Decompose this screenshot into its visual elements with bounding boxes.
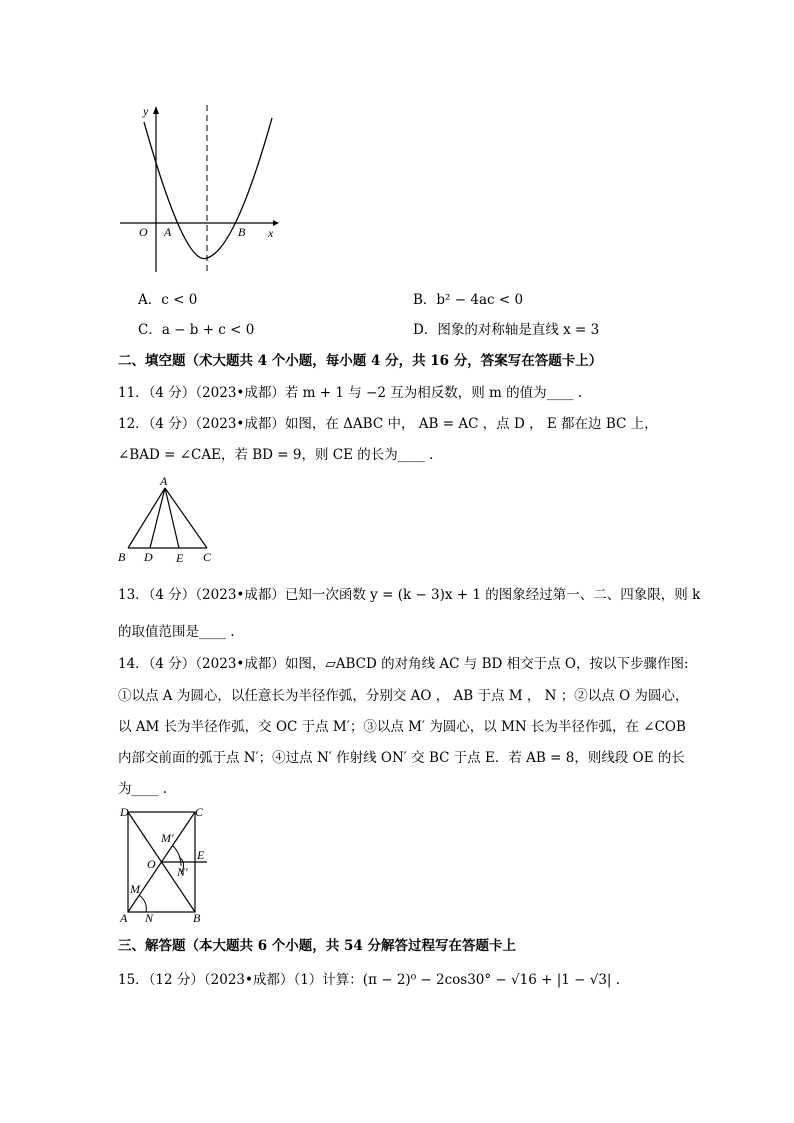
label-m: M (130, 882, 140, 896)
section3-heading: 三、解答题（本大题共 6 个小题，共 54 分解答过程写在答题卡上 (118, 938, 516, 954)
option-b: B．b² − 4ac < 0 (413, 292, 524, 308)
triangle-figure (115, 474, 225, 568)
side-ab (128, 488, 165, 548)
label-n-prime: N′ (177, 865, 188, 879)
label-a: A (120, 911, 128, 925)
label-b: B (118, 550, 126, 564)
label-a: A (164, 225, 172, 239)
label-a: A (160, 474, 168, 488)
x-axis-arrow (273, 220, 279, 226)
q14-line1: 14．（4 分）（2023•成都）如图，▱ABCD 的对角线 AC 与 BD 相交于点 O，按以下步骤作图: (118, 656, 689, 672)
q14-line5: 为____ . (118, 781, 168, 797)
label-m-prime: M′ (161, 831, 174, 845)
q11-text: 11．（4 分）（2023•成都）若 m + 1 与 −2 互为相反数，则 m 的值为____ . (118, 385, 583, 401)
q12-line2: ∠BAD = ∠CAE，若 BD = 9，则 CE 的长为____ . (118, 447, 434, 463)
label-o: O (139, 225, 148, 239)
arc-at-o (173, 846, 181, 866)
label-o: O (147, 857, 156, 871)
label-y: y (143, 104, 149, 118)
option-c: C．a − b + c < 0 (138, 322, 255, 338)
y-axis-arrow (153, 106, 159, 114)
option-d: D．图象的对称轴是直线 x = 3 (413, 322, 600, 338)
q15-text: 15．（12 分）（2023•成都）（1）计算：(π − 2)⁰ − 2cos30° − √16 + |1 − √3| . (118, 972, 621, 988)
label-d: D (120, 805, 129, 819)
label-c: C (195, 805, 204, 819)
q13-line1: 13．（4 分）（2023•成都）已知一次函数 y = (k − 3)x + 1 的图象经过第一、二、四象限，则 k (118, 587, 701, 603)
label-e: E (176, 551, 184, 565)
label-x: x (268, 226, 274, 240)
label-n: N (145, 911, 154, 925)
label-e: E (197, 848, 205, 862)
parabola-figure (115, 100, 285, 280)
q14-line3: 以 AM 长为半径作弧，交 OC 于点 M′；③以点 M′ 为圆心，以 MN 长为半径作弧，在 ∠COB (118, 719, 686, 735)
q12-line1: 12．（4 分）（2023•成都）如图，在 ΔABC 中， AB = AC ，点 D ， E 都在边 BC 上， (118, 416, 658, 432)
label-d: D (144, 550, 153, 564)
arc-at-a (139, 895, 146, 912)
section2-heading: 二、填空题（术大题共 4 个小题，每小题 4 分，共 16 分，答案写在答题卡上） (118, 353, 603, 369)
label-c: C (203, 550, 212, 564)
segment-ad (150, 488, 165, 548)
label-b: B (238, 225, 246, 239)
q14-line2: ①以点 A 为圆心，以任意长为半径作弧，分别交 AO ， AB 于点 M ， N ；②以点 O 为圆心， (118, 688, 689, 704)
q13-line2: 的取值范围是____ . (118, 624, 235, 640)
option-a: A．c < 0 (138, 292, 198, 308)
side-ac (165, 488, 207, 548)
label-b: B (193, 911, 201, 925)
parallelogram-figure (115, 802, 220, 926)
q14-line4: 内部交前面的弧于点 N′；④过点 N′ 作射线 ON′ 交 BC 于点 E．若 AB = 8，则线段 OE 的长 (118, 750, 685, 766)
